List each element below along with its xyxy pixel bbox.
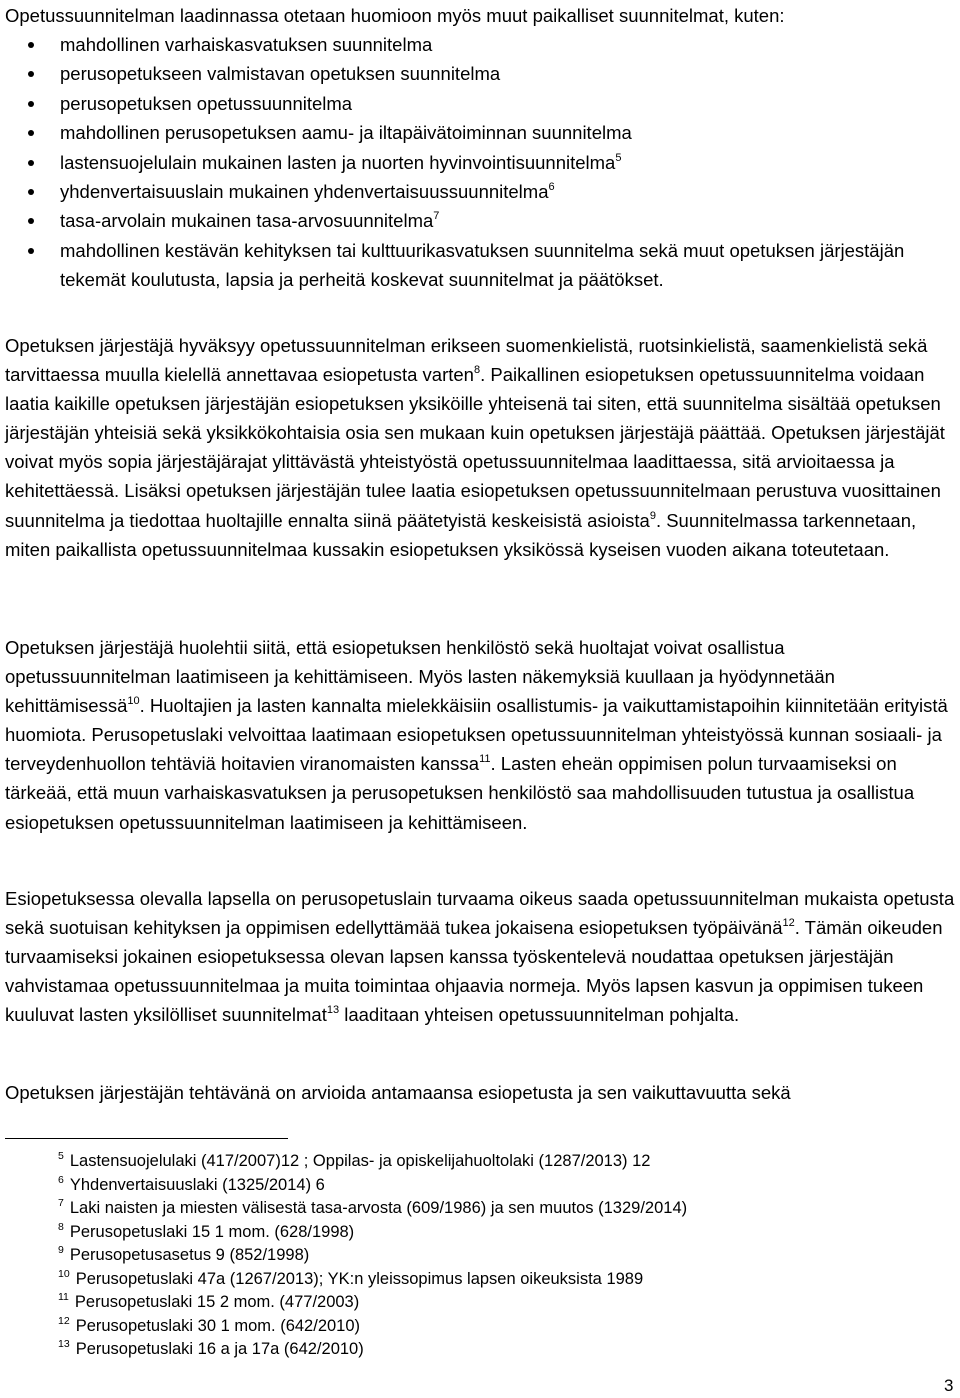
footnote-item: $^{12}$ Perusopetuslaki 30 1 mom. (642/2010) (58, 1314, 361, 1335)
list-item: mahdollinen perusopetuksen aamu- ja iltapäivätoiminnan suunnitelma (0, 118, 955, 147)
footnote-item: $^6$ Yhdenvertaisuuslaki (1325/2014) 6 (58, 1173, 325, 1194)
footnote-item: $^5$ Lastensuojelulaki (417/2007)12 ; Oppilas- ja opiskelijahuoltolaki (1287/2013) 12 (58, 1150, 651, 1170)
footnote-item: $^{13}$ Perusopetuslaki 16 a ja 17a (642/2010) (58, 1338, 364, 1358)
footnote-ref[interactable]: 8 (473, 364, 481, 377)
footnotes-list (58, 1150, 938, 1362)
intro-text: Opetussuunnitelman laadinnassa otetaan huomioon myös muut paikalliset suunnitelmat, kuten: (5, 5, 785, 26)
list-item: lastensuojelulain mukainen lasten ja nuorten hyvinvointisuunnitelma$^5$ (0, 148, 955, 177)
footnote-item: $^{10}$ Perusopetuslaki 47a (1267/2013); YK:n yleissopimus lapsen oikeuksista 1989 (58, 1267, 644, 1288)
footnote-ref[interactable]: 12 (782, 917, 795, 930)
footnote-ref[interactable]: 10 (127, 695, 140, 708)
footnote-ref[interactable]: 13 (326, 1004, 340, 1017)
footnote-ref[interactable]: 11 (479, 753, 491, 766)
footnote-item: $^8$ Perusopetuslaki 15 1 mom. (628/1998) (58, 1220, 355, 1241)
page-number: 3 (944, 1376, 954, 1395)
paragraph-participation: Opetuksen järjestäjä huolehtii siitä, että esiopetuksen henkilöstö sekä huoltajat voivat osallistua opetussuunnitelman laatimiseen ja kehittämiseen. Myös lasten näkemyksiä kuullaan ja hyödynnetään kehittämisessä$^{10}$. Huoltajien ja lasten kannalta mielekkäisiin osallistumis- ja vaikuttamistapoihin kiinnitetään erityistä huomiota. Perusopetuslaki velvoittaa laatimaan esiopetuksen opetussuunnitelman yhteistyössä kunnan sosiaali- ja terveydenhuollon tehtäviä hoitavien viranomaisten kanssa$^{11}$. Lasten eheän oppimisen polun turvaamiseksi on tärkeää, että muun varhaiskasvatuksen ja perusopetuksen henkilöstö saa mahdollisuuden tutustua ja osallistua esiopetuksen opetussuunnitelman laatimiseen ja kehittämiseen. (5, 637, 948, 833)
footnote-ref[interactable]: 5 (615, 151, 622, 164)
list-item: mahdollinen varhaiskasvatuksen suunnitelma (0, 30, 955, 59)
footnote-item: $^{11}$ Perusopetuslaki 15 2 mom. (477/2003) (58, 1291, 360, 1311)
list-item: tasa-arvolain mukainen tasa-arvosuunnitelma$^7$ (0, 206, 955, 235)
footnote-ref[interactable]: 7 (433, 210, 440, 223)
footnote-item: $^7$ Laki naisten ja miesten välisestä tasa-arvosta (609/1986) ja sen muutos (1329/2014) (58, 1197, 688, 1217)
footnote-separator (5, 1138, 288, 1139)
paragraph-evaluation: Opetuksen järjestäjän tehtävänä on arvioida antamaansa esiopetusta ja sen vaikuttavuutta sekä (5, 1082, 791, 1103)
paragraph-approval: Opetuksen järjestäjä hyväksyy opetussuunnitelman erikseen suomenkielistä, ruotsinkielistä, saamenkielistä sekä tarvittaessa muulla kielellä annettavaa esiopetusta varten$^8$. Paikallinen esiopetuksen opetussuunnitelma voidaan laatia kaikille opetuksen järjestäjän esiopetuksen yksiköille yhteisenä tai siten, että suunnitelma sisältää opetuksen järjestäjän yhteisiä sekä yksikkökohtaisia osia sen mukaan kuin opetuksen järjestäjä päättää. Opetuksen järjestäjät voivat myös sopia järjestäjärajat ylittävästä yhteistyöstä opetussuunnitelmaa laadittaessa, sitä arvioitaessa ja kehitettäessä. Lisäksi opetuksen järjestäjän tulee laatia esiopetuksen opetussuunnitelmaan perustuva vuosittainen suunnitelma ja tiedottaa huoltajille ennalta siinä päätetyistä keskeisistä asioista$^9$. Suunnitelmassa tarkennetaan, miten paikallista opetussuunnitelmaa kussakin esiopetuksen yksikössä kyseisen vuoden aikana toteutetaan. (5, 335, 945, 560)
list-item: perusopetukseen valmistavan opetuksen suunnitelma (0, 59, 955, 88)
list-item: perusopetuksen opetussuunnitelma (0, 89, 955, 118)
list-item: yhdenvertaisuuslain mukainen yhdenvertaisuussuunnitelma$^6$ (0, 177, 955, 206)
plans-bullet-list (0, 30, 955, 295)
paragraph-child-rights: Esiopetuksessa olevalla lapsella on perusopetuslain turvaama oikeus saada opetussuunnitelman mukaista opetusta sekä suotuisan kehityksen ja oppimisen edellyttämää tukea jokaisena esiopetuksen työpäivänä$^{12}$. Tämän oikeuden turvaamiseksi jokainen esiopetuksessa olevan lapsen kanssa työskentelevä noudattaa opetuksen järjestäjän vahvistamaa opetussuunnitelmaa ja muita toimintaa ohjaavia normeja. Myös lapsen kasvun ja oppimisen tukeen kuuluvat lasten yksilölliset suunnitelmat$^{13}$ laaditaan yhteisen opetussuunnitelman pohjalta. (5, 888, 955, 1026)
footnote-ref[interactable]: 9 (649, 509, 656, 522)
list-item: mahdollinen kestävän kehityksen tai kulttuurikasvatuksen suunnitelma sekä muut opetuksen järjestäjän tekemät koulutusta, lapsia ja perheitä koskevat suunnitelmat ja päätökset. (0, 236, 955, 295)
footnote-ref[interactable]: 6 (548, 181, 555, 194)
footnote-item: $^9$ Perusopetusasetus 9 (852/1998) (58, 1244, 310, 1264)
